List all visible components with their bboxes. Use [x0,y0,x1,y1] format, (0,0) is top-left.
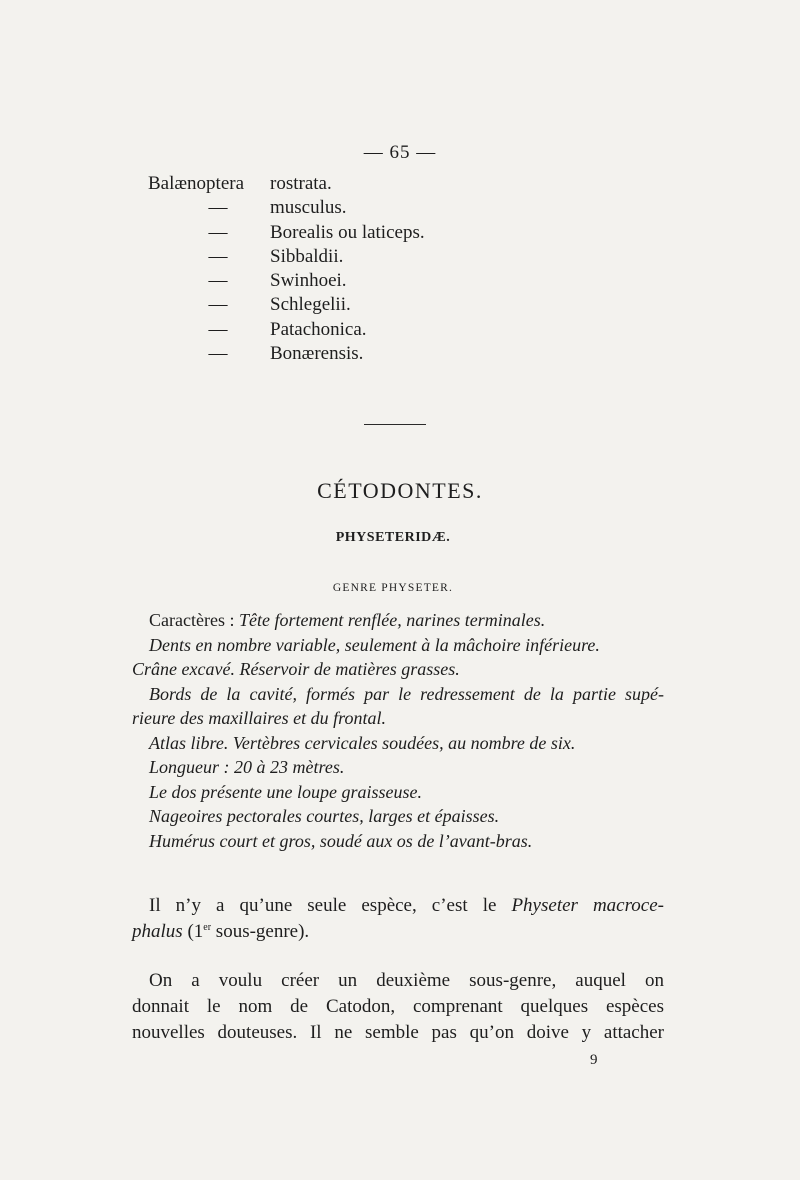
characters-block [132,608,664,853]
paragraph-line: nouvelles douteuses. Il ne semble pas qu’on doive y attacher [132,1022,664,1043]
superscript: er [203,922,212,933]
characters-label: Caractères : [149,610,235,630]
paragraph-line: donnait le nom de Catodon, comprenant quelques espèces [132,996,664,1017]
paragraph-line [132,893,664,919]
paragraph-line: On a voulu créer un deuxième sous-genre, auquel on [149,970,664,991]
species-name: Bonærensis. [270,343,364,365]
text-run: sous-genre). [211,921,310,942]
species-name: Schlegelii. [270,294,351,316]
characters-line: Nageoires pectorales courtes, larges et épaisses. [149,806,500,826]
paragraph-line [132,919,664,945]
family-heading: PHYSETERIDÆ. [335,530,451,545]
species-name: rostrata. [270,173,332,194]
characters-line: Atlas libre. Vertèbres cervicales soudées, au nombre de six. [149,732,576,753]
ditto-dash: — [208,221,228,243]
species-genus: Balænoptera [148,173,245,194]
species-name: musculus. [270,197,347,219]
page-number: — 65 — [363,142,437,163]
order-heading: CÉTODONTES. [317,478,483,503]
characters-line: Le dos présente une loupe graisseuse. [149,781,422,802]
section-divider [364,424,426,425]
paragraph-subgenus [132,968,664,1046]
characters-line: Dents en nombre variable, seulement à la mâchoire inférieure. [149,634,600,655]
text-run-italic: phalus [132,921,183,942]
ditto-dash: — [208,343,228,365]
characters-line: Bords de la cavité, formés par le redressement de la partie supé- [149,683,664,704]
species-name: Borealis ou laticeps. [270,221,425,243]
text-run: Il n’y a qu’une seule espèce, c’est le [149,895,497,916]
characters-line [132,608,664,633]
species-name: Swinhoei. [270,270,347,292]
ditto-dash: — [208,294,228,316]
characters-line: rieure des maxillaires et du frontal. [132,708,386,728]
ditto-dash: — [208,197,228,219]
text-run-italic: Physeter macroce- [511,895,665,916]
characters-line: Crâne excavé. Réservoir de matières grasses. [132,659,460,679]
characters-text: Tête fortement renflée, narines terminales. [238,610,546,630]
signature-mark: 9 [590,1052,598,1068]
species-name: Patachonica. [270,318,367,340]
characters-line: Longueur : 20 à 23 mètres. [149,757,345,777]
ditto-dash: — [208,270,228,292]
ditto-dash: — [208,318,228,340]
ditto-dash: — [208,245,228,267]
genus-heading: GENRE PHYSETER. [332,582,454,594]
paragraph-species [132,893,664,945]
text-run: (1 [187,921,204,942]
characters-line: Humérus court et gros, soudé aux os de l’avant-bras. [149,830,533,851]
species-name: Sibbaldii. [270,245,344,267]
